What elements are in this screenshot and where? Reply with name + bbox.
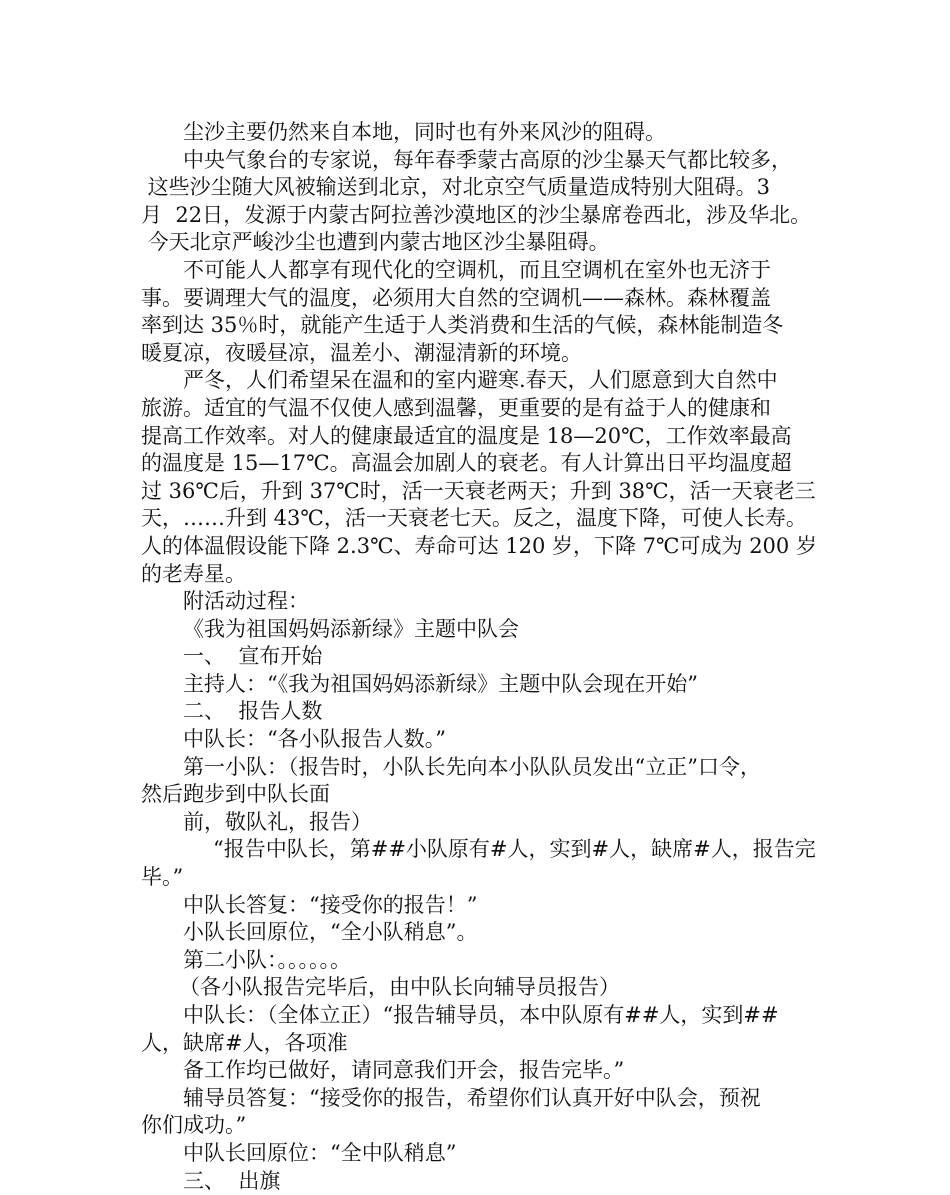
paragraph-line: 附活动过程： (183, 589, 309, 614)
paragraph-line: 提高工作效率。对人的健康最适宜的温度是 18—20℃，工作效率最高 (141, 423, 792, 448)
paragraph-line: 第一小队：（报告时，小队长先向本小队队员发出“立正”口令， (183, 754, 761, 779)
paragraph-line: 前，敬队礼，报告） (183, 809, 372, 834)
paragraph-line: 暖夏凉，夜暖昼凉，温差小、潮湿清新的环境。 (141, 340, 582, 365)
paragraph-line: 主持人：“《我为祖国妈妈添新绿》主题中队会现在开始” (183, 671, 698, 696)
section-heading: 一、 宣布开始 (183, 644, 323, 669)
paragraph-line: 人的体温假设能下降 2.3℃、寿命可达 120 岁，下降 7℃可成为 200 岁 (141, 533, 817, 558)
paragraph-line: 天，……升到 43℃，活一天衰老七天。反之，温度下降，可使人长寿。 (141, 506, 807, 531)
paragraph-line: 的老寿星。 (141, 561, 246, 586)
paragraph-line: 尘沙主要仍然来自本地，同时也有外来风沙的阻碍。 (183, 120, 666, 144)
paragraph-line: 过 36℃后，升到 37℃时，活一天衰老两天；升到 38℃，活一天衰老三 (141, 478, 816, 503)
paragraph-line: 人，缺席#人，各项准 (141, 1030, 348, 1055)
paragraph-line: 今天北京严峻沙尘也遭到内蒙古地区沙尘暴阻碍。 (141, 230, 610, 255)
paragraph-line: 中队长回原位：“全中队稍息” (183, 1140, 457, 1165)
paragraph-line: 不可能人人都享有现代化的空调机，而且空调机在室外也无济于 (183, 257, 771, 282)
section-heading: 三、 出旗 (183, 1168, 281, 1193)
paragraph-line: 率到达 35％时，就能产生适于人类消费和生活的气候，森林能制造冬 (141, 313, 784, 338)
paragraph-line: 第二小队：。。。。。。 (183, 947, 351, 972)
section-heading: 二、 报告人数 (183, 699, 323, 724)
paragraph-line: “报告中队长，第##小队原有#人，实到#人，缺席#人，报告完 (213, 837, 816, 862)
paragraph-line: 的温度是 15—17℃。高温会加剧人的衰老。有人计算出日平均温度超 (141, 451, 792, 476)
paragraph-line: 旅游。适宜的气温不仅使人感到温馨，更重要的是有益于人的健康和 (141, 395, 771, 420)
paragraph-line: 小队长回原位，“全小队稍息”。 (183, 920, 478, 945)
paragraph-line: 备工作均已做好，请同意我们开会，报告完毕。” (183, 1058, 625, 1083)
paragraph-line: 中队长：（全体立正）“报告辅导员，本中队原有##人，实到## (183, 1003, 779, 1027)
paragraph-line: 中队长答复：“接受你的报告！” (183, 892, 478, 917)
paragraph-line: 然后跑步到中队长面 (141, 782, 330, 807)
paragraph-line: 这些沙尘随大风被输送到北京，对北京空气质量造成特别大阻碍。3 (141, 175, 771, 200)
paragraph-line: 月 22日，发源于内蒙古阿拉善沙漠地区的沙尘暴席卷西北，涉及华北。 (141, 202, 812, 227)
paragraph-line: 辅导员答复：“接受你的报告，希望你们认真开好中队会，预祝 (183, 1085, 761, 1110)
paragraph-line: （各小队报告完毕后，由中队长向辅导员报告） (179, 975, 620, 1000)
paragraph-line: 中央气象台的专家说，每年春季蒙古高原的沙尘暴天气都比较多， (183, 147, 792, 172)
paragraph-line: 《我为祖国妈妈添新绿》主题中队会 (183, 616, 519, 641)
document-page (141, 119, 831, 1195)
paragraph-line: 事。要调理大气的温度，必须用大自然的空调机——森林。森林覆盖 (141, 285, 771, 310)
paragraph-line: 中队长：“各小队报告人数。” (183, 727, 446, 752)
paragraph-line: 你们成功。” (141, 1113, 247, 1138)
paragraph-line: 严冬，人们希望呆在温和的室内避寒.春天，人们愿意到大自然中 (183, 368, 778, 393)
paragraph-line: 毕。” (141, 865, 184, 890)
